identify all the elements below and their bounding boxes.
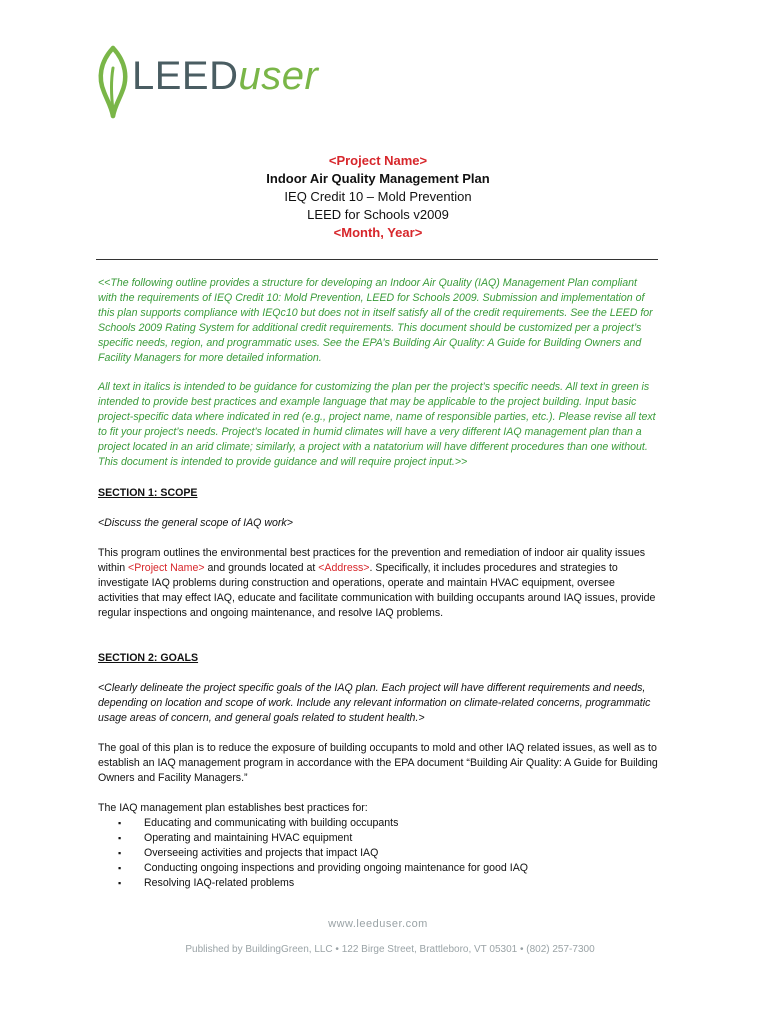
intro-paragraph-1: <<The following outline provides a structure for developing an Indoor Air Quality (IAQ) Management Plan compliant with the requirements of IEQ Credit 10: Mold Prevention, LEED for Schools 2009. Submission and implementation of this plan supports compliance with IEQc10 but does not in itself satisfy all of the credit requirements. See the LEED for Schools 2009 Rating System for additional credit requirements. This document should be customized per a project’s specific needs, region, and programmatic uses. See the EPA’s Building Air Quality: A Guide for Building Owners and Facility Managers for more detailed information. (98, 277, 653, 364)
logo-brand-accent: user (238, 54, 319, 98)
section-2-heading: SECTION 2: GOALS (98, 652, 199, 664)
section-1-heading: SECTION 1: SCOPE (98, 487, 198, 499)
scope-text-c: . Specifically, it includes procedures and strategies to investigate IAQ problems during construction and operations, operate and maintain HVAC equipment, oversee activities that may effect IAQ, educate and facilitate communication with building occupants around IAQ issues, provide regular inspections and ongoing maintenance, and resolve IAQ problems. (98, 562, 656, 619)
footer-url[interactable]: www.leeduser.com (328, 918, 428, 930)
logo-brand-main: LEED (132, 54, 239, 98)
section-2-list-intro: The IAQ management plan establishes best practices for: (98, 802, 368, 814)
logo-wordmark (132, 54, 318, 99)
intro-paragraph-2: All text in italics is intended to be guidance for customizing the plan per the project’s specific needs. All text in green is intended to provide best practices and example language that may be applicable to the project building. Input basic project-specific data where indicated in red (e.g., project name, name of responsible parties, etc.). Please revise all text to fit your project’s needs. Project’s located in humid climates will have a very different IAQ management plan than a project located in an arid climate; similarly, a project with a natatorium will have different procedures than one without. This document is intended to provide guidance and will require project input.>> (98, 381, 656, 468)
list-item: ▪ Educating and communicating with building occupants (98, 816, 658, 831)
best-practices-list (98, 816, 658, 891)
section-2-goal-text: The goal of this plan is to reduce the exposure of building occupants to mold and other IAQ related issues, as well as to establish an IAQ management program in accordance with the EPA document “Building Air Quality: A Guide for Building Owners and Facility Managers.” (98, 742, 658, 784)
list-item: ▪ Conducting ongoing inspections and providing ongoing maintenance for good IAQ (98, 861, 658, 876)
list-item: ▪ Overseeing activities and projects that impact IAQ (98, 846, 658, 861)
scope-text-b: and grounds located at (204, 562, 319, 574)
section-2-guidance: <Clearly delineate the project specific goals of the IAQ plan. Each project will have different requirements and needs, depending on location and scope of work. Include any relevant information on climate-related concerns, programmatic usage areas of concern, and general goals related to student health.> (98, 682, 651, 724)
date-placeholder: <Month, Year> (333, 225, 423, 240)
scope-text-a: This program outlines the environmental best practices for the prevention and remediation of indoor air quality issues within (98, 547, 646, 574)
credit-title: IEQ Credit 10 – Mold Prevention (284, 189, 472, 204)
header-divider (96, 259, 658, 260)
scope-address: <Address> (318, 562, 370, 574)
section-1-text (98, 546, 658, 621)
rating-system: LEED for Schools v2009 (307, 207, 449, 222)
leeduser-logo (96, 44, 356, 120)
section-1-guidance: <Discuss the general scope of IAQ work> (98, 517, 293, 529)
footer-publisher: Published by BuildingGreen, LLC • 122 Birge Street, Brattleboro, VT 05301 • (802) 257-7300 (185, 944, 595, 955)
list-item: ▪ Operating and maintaining HVAC equipment (98, 831, 658, 846)
title-block (0, 152, 756, 242)
project-name-placeholder: <Project Name> (328, 153, 428, 168)
scope-project-name: <Project Name> (128, 562, 205, 574)
plan-title: Indoor Air Quality Management Plan (266, 171, 490, 186)
leaf-icon (96, 44, 130, 120)
list-item: ▪ Resolving IAQ-related problems (98, 876, 658, 891)
document-body (98, 276, 658, 891)
